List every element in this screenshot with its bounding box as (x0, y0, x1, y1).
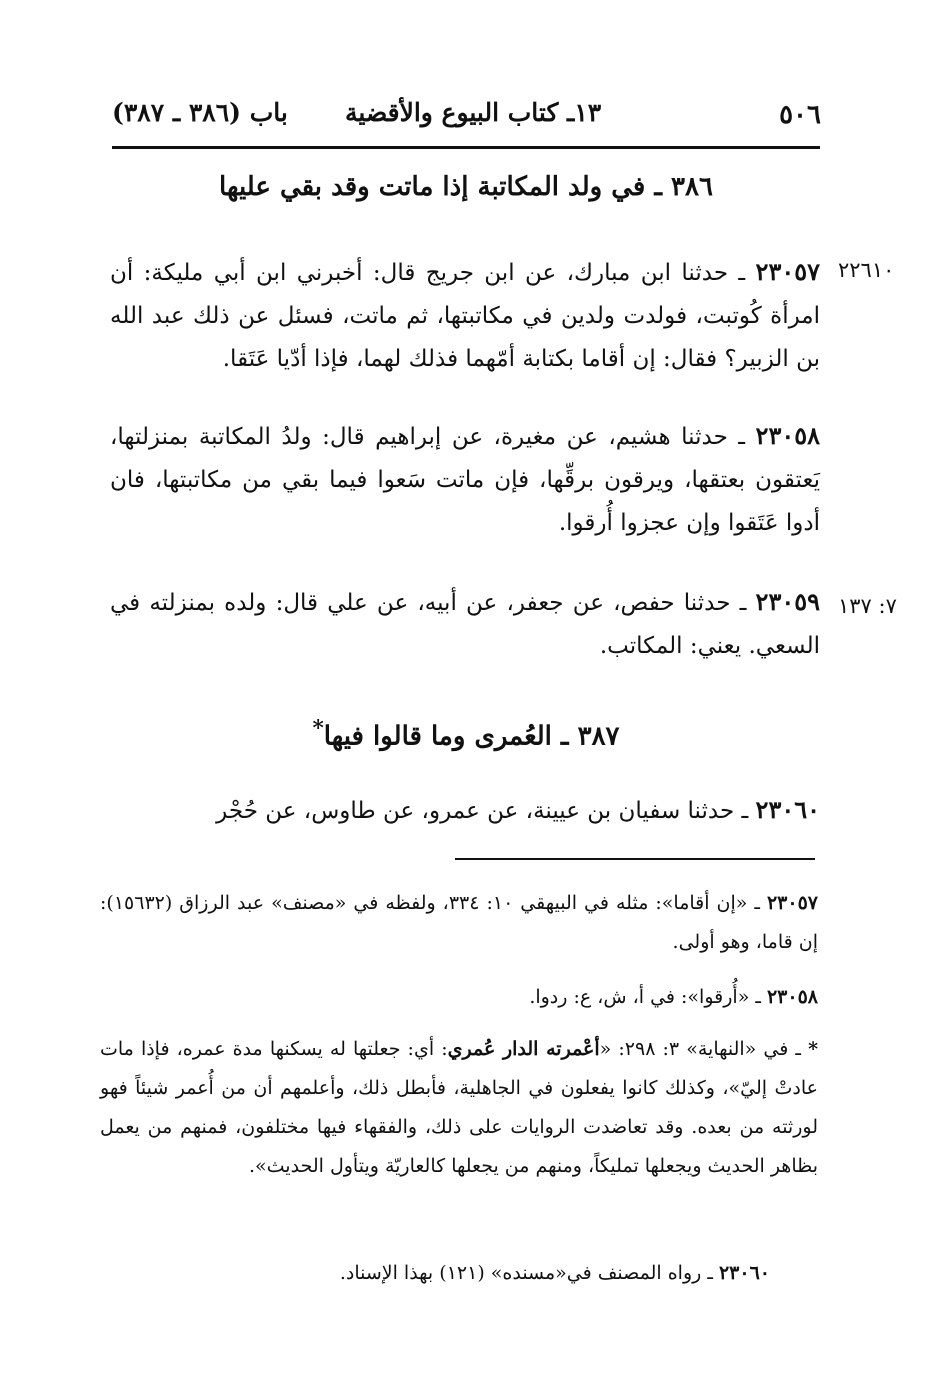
hadith-text: ـ حدثنا حفص، عن جعفر، عن أبيه، عن علي قال: ولده بمنزلته في السعي. يعني: المكاتب. (110, 590, 820, 659)
header-rule (112, 146, 820, 149)
footnote (120, 1254, 770, 1293)
hadith-text: ـ حدثنا هشيم، عن مغيرة، عن إبراهيم قال: ولدُ المكاتبة بمنزلتها، يَعتقون بعتقها، ويرقون برقِّها، فإن ماتت سَعوا فيما بقي من مكاتبتها، فان أدوا عَتَقوا وإن عجزوا أُرقوا. (110, 424, 820, 536)
page-number: ٥٠٦ (779, 100, 821, 130)
footnote-text: ـ رواه المصنف في«مسنده» (١٢١) بهذا الإسناد. (339, 1262, 719, 1284)
hadith-entry (110, 788, 820, 833)
hadith-entry (110, 250, 820, 381)
footnote-star: * (312, 716, 324, 741)
hadith-text: ـ حدثنا ابن مبارك، عن ابن جريج قال: أخبرني ابن أبي مليكة: أن امرأة كُوتبت، فولدت ولدين في مكاتبتها، ثم ماتت، فسئل عن ذلك عبد الله بن الزبير؟ فقال: إن أقاما بكتابة أمّهما فذلك لهما، فإذا أدّيا عَتَقا. (110, 260, 820, 372)
chapter-title: ٣٨٧ ـ العُمرى وما قالوا فيها (323, 721, 620, 752)
chapter-heading-387 (112, 716, 820, 752)
footnote (100, 1030, 818, 1186)
hadith-number: ٢٣٠٥٧ (755, 257, 820, 286)
footnote-text: ـ في «النهاية» ٣: ٢٩٨: « (599, 1038, 809, 1060)
hadith-number: ٢٣٠٥٩ (755, 587, 820, 616)
hadith-entry (110, 580, 820, 668)
footnote-text: ـ «أُرقوا»: في أ، ش، ع: ردوا. (529, 986, 767, 1008)
footnote-text-continued: : أي: جعلتها له يسكنها مدة عمره، فإذا مات عادتْ إليّ»، وكذلك كانوا يفعلون في الجاهلية، فأبطل ذلك، وأعلمهم أن من أُعمر شيئاً فهو لورثته من بعده. وقد تعاضدت الروايات على ذلك، والفقهاء فيها مختلفون، فمنهم من يعمل بظاهر الحديث ويجعلها تمليكاً، ومنهم من يجعلها كالعاريّة ويتأول الحديث». (100, 1038, 818, 1177)
chapter-heading-386: ٣٨٦ ـ في ولد المكاتبة إذا ماتت وقد بقي عليها (219, 172, 713, 202)
footnote-text: ـ «إن أقاما»: مثله في البيهقي ١٠: ٣٣٤، ولفظه في «مصنف» عبد الرزاق (١٥٦٣٢): إن قاما، وهو أولى. (100, 892, 818, 953)
hadith-entry (110, 414, 820, 545)
margin-reference: ٢٢٦١٠ (838, 258, 895, 282)
chapter-range: باب (٣٨٦ ـ ٣٨٧) (112, 98, 288, 127)
hadith-text: ـ حدثنا سفيان بن عيينة، عن عمرو، عن طاوس، عن حُجْر (216, 798, 756, 824)
footnote-number: ٢٣٠٦٠ (718, 1262, 770, 1284)
margin-reference: ٧: ١٣٧ (838, 594, 897, 618)
footnote-number: * (808, 1038, 818, 1060)
hadith-number: ٢٣٠٥٨ (755, 421, 820, 450)
footnote (100, 978, 818, 1017)
footnote-number: ٢٣٠٥٨ (766, 986, 818, 1008)
footnote-quoted-phrase: أعْمرته الدار عُمري (447, 1038, 600, 1060)
footnote-number: ٢٣٠٥٧ (766, 892, 818, 914)
footnote (100, 884, 818, 962)
book-title: ١٣ـ كتاب البيوع والأقضية (345, 98, 602, 127)
hadith-number: ٢٣٠٦٠ (755, 795, 820, 824)
footnote-rule (455, 858, 815, 860)
